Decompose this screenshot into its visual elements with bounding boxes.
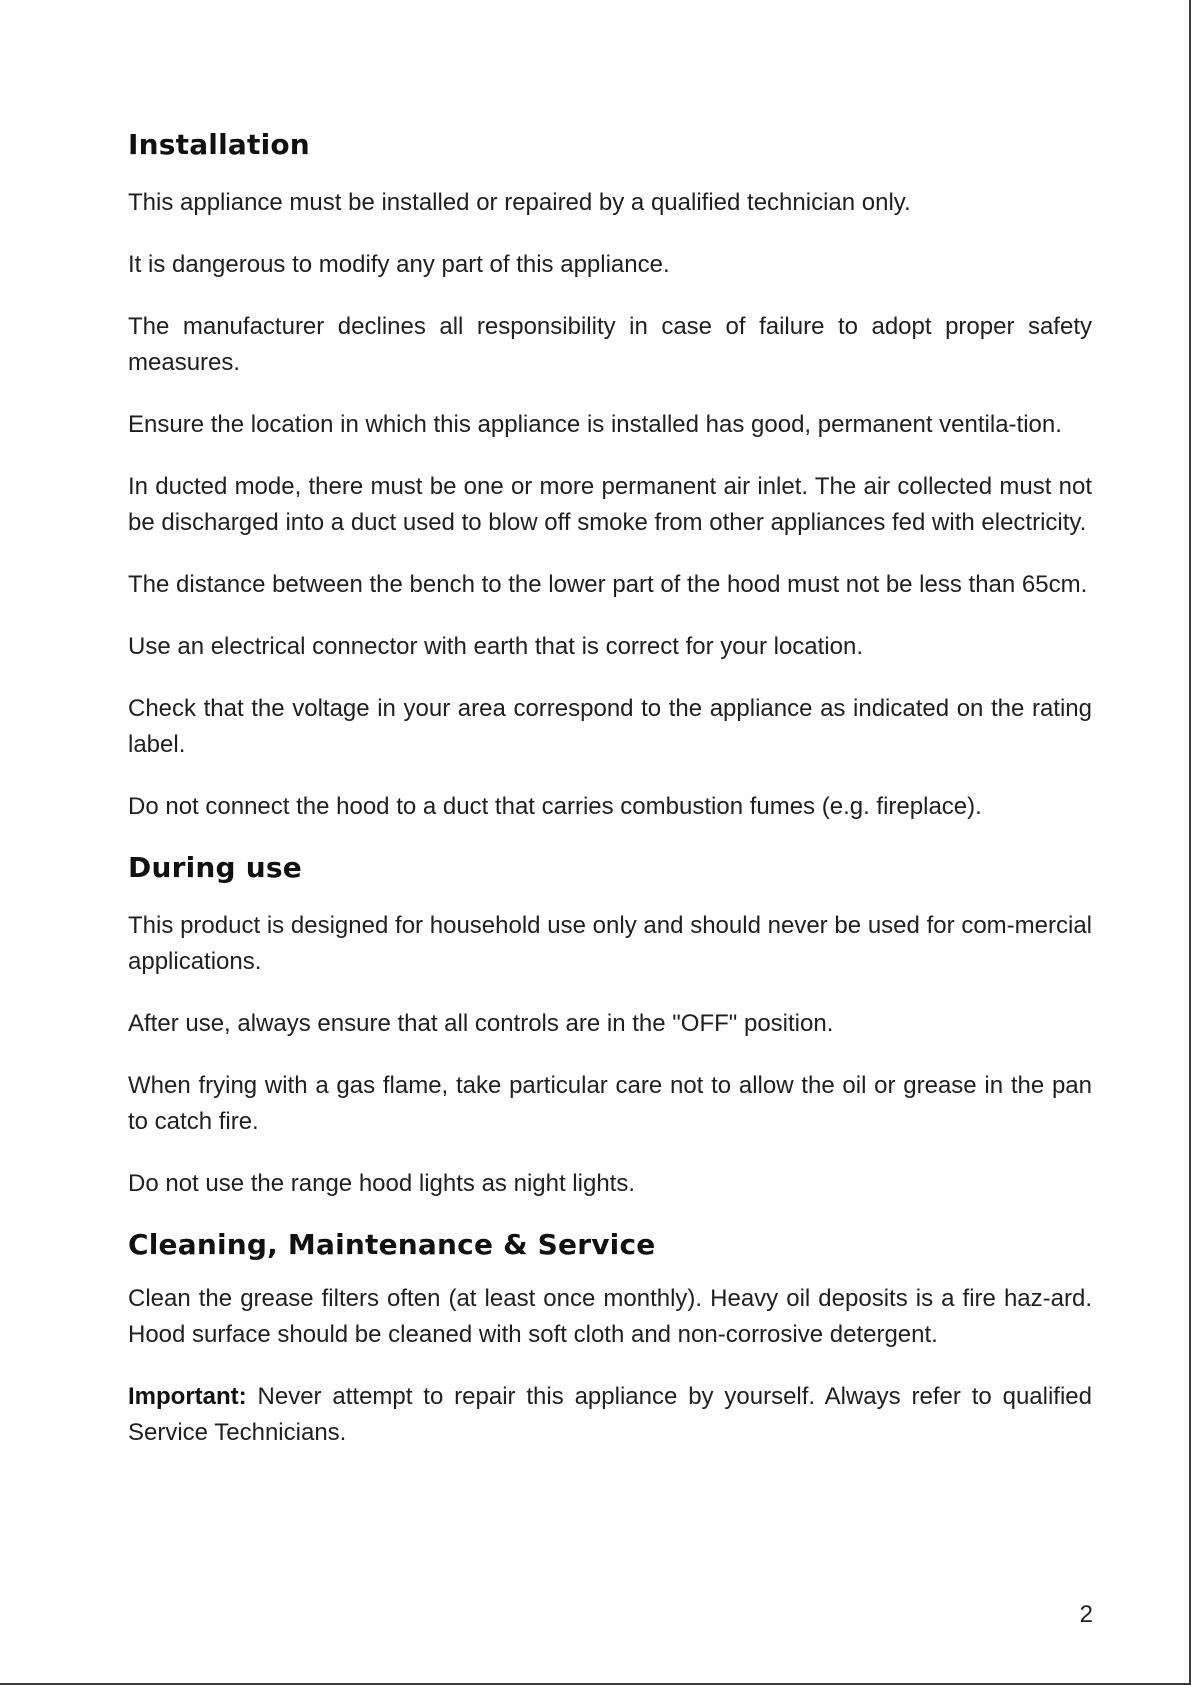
installation-paragraph-7: Use an electrical connector with earth that is correct for your location. <box>128 633 863 660</box>
page-number: 2 <box>1079 1601 1093 1628</box>
installation-heading: Installation <box>128 128 310 161</box>
installation-paragraph-1: This appliance must be installed or repaired by a qualified technician only. <box>128 189 911 216</box>
installation-paragraph-5: In ducted mode, there must be one or more permanent air inlet. The air collected must not be discharged into a duct used to blow off smoke from other appliances fed with electricity. <box>128 473 1092 536</box>
cleaning-section <box>128 1228 1092 1451</box>
during-use-heading: During use <box>128 851 302 884</box>
during-use-section <box>128 851 1092 1202</box>
installation-paragraph-2: It is dangerous to modify any part of this appliance. <box>128 251 670 278</box>
cleaning-heading: Cleaning, Maintenance & Service <box>128 1228 656 1261</box>
installation-section <box>128 128 1092 825</box>
installation-paragraph-3: The manufacturer declines all responsibility in case of failure to adopt proper safety measures. <box>128 313 1092 376</box>
installation-paragraph-6: The distance between the bench to the lower part of the hood must not be less than 65cm. <box>128 571 1088 598</box>
document-body <box>128 128 1092 1477</box>
during-use-paragraph-2: After use, always ensure that all controls are in the "OFF" position. <box>128 1010 834 1037</box>
cleaning-paragraph: Clean the grease filters often (at least once monthly). Heavy oil deposits is a fire haz-ard. Hood surface should be cleaned with soft cloth and non-corrosive detergent. <box>128 1285 1092 1348</box>
important-note <box>128 1379 1092 1451</box>
during-use-paragraph-3: When frying with a gas flame, take particular care not to allow the oil or grease in the pan to catch fire. <box>128 1072 1092 1135</box>
installation-paragraph-4: Ensure the location in which this appliance is installed has good, permanent ventila-tion. <box>128 411 1062 438</box>
installation-paragraph-8: Check that the voltage in your area correspond to the appliance as indicated on the rating label. <box>128 695 1092 758</box>
during-use-paragraph-4: Do not use the range hood lights as night lights. <box>128 1170 635 1197</box>
during-use-paragraph-1: This product is designed for household use only and should never be used for com-mercial applications. <box>128 912 1092 975</box>
important-text: Never attempt to repair this appliance by yourself. Always refer to qualified Service Technicians. <box>128 1383 1092 1446</box>
installation-paragraph-9: Do not connect the hood to a duct that carries combustion fumes (e.g. fireplace). <box>128 793 982 820</box>
important-label: Important: <box>128 1383 247 1410</box>
